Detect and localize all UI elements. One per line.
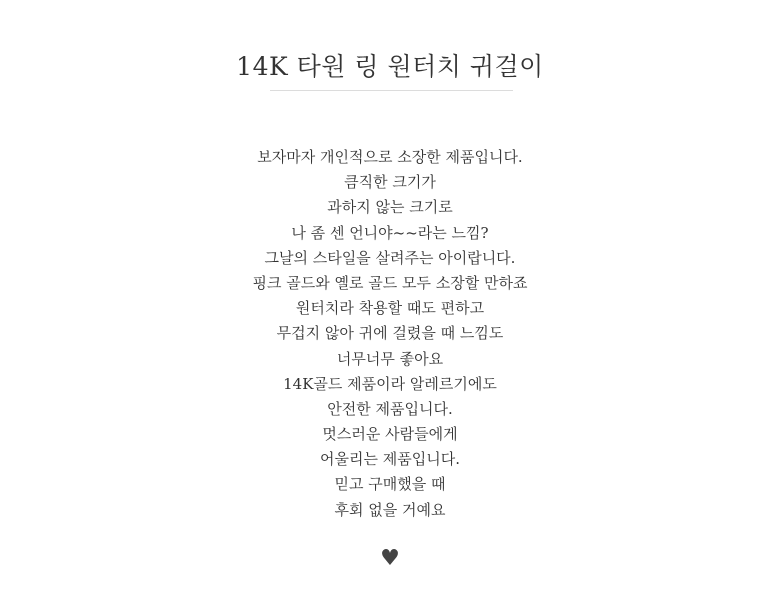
description-line: 큼직한 크기가 bbox=[344, 173, 436, 192]
description-line: 14K골드 제품이라 알레르기에도 bbox=[283, 374, 497, 393]
description-line: 원터치라 착용할 때도 편하고 bbox=[295, 299, 485, 318]
description-line: 보자마자 개인적으로 소장한 제품입니다. bbox=[257, 148, 523, 166]
description-line: 안전한 제품입니다. bbox=[327, 399, 453, 418]
heart-icon: ♥ bbox=[380, 546, 400, 571]
description-line: 그날의 스타일을 살려주는 아이랍니다. bbox=[264, 248, 516, 267]
title-divider bbox=[270, 90, 513, 91]
description-line: 핑크 골드와 옐로 골드 모두 소장할 만하죠 bbox=[252, 273, 528, 292]
description-line: 어울리는 제품입니다. bbox=[320, 450, 460, 469]
description-line: 과하지 않는 크기로 bbox=[327, 198, 453, 217]
product-title: 14K 타원 링 원터치 귀걸이 bbox=[236, 52, 544, 81]
description-line: 나 좀 센 언니야~~라는 느낌? bbox=[291, 223, 489, 242]
description-line: 멋스러운 사람들에게 bbox=[322, 425, 458, 444]
description-line: 믿고 구매했을 때 bbox=[334, 475, 446, 494]
description-line: 무겁지 않아 귀에 걸렸을 때 느낌도 bbox=[276, 324, 504, 343]
description-line: 너무너무 좋아요 bbox=[336, 349, 444, 368]
description-line: 후회 없을 거예요 bbox=[334, 500, 446, 519]
product-description bbox=[0, 145, 780, 523]
